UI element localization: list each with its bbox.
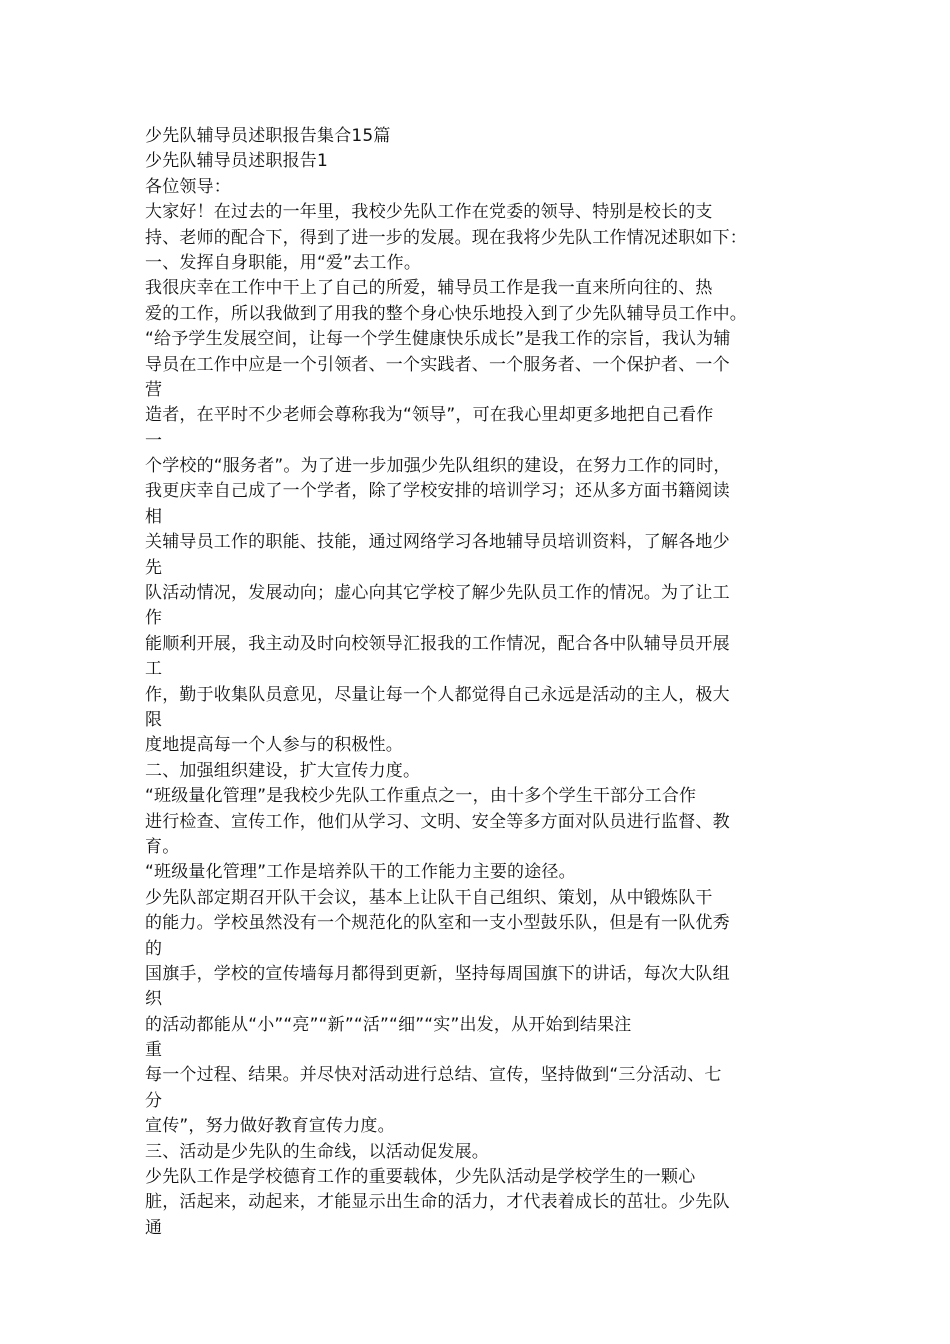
text-line: 作 <box>145 608 163 629</box>
text-line: 的能力。学校虽然没有一个规范化的队室和一支小型鼓乐队，但是有一队优秀 <box>145 913 730 934</box>
text-line: 作，勤于收集队员意见，尽量让每一个人都觉得自己永远是活动的主人，极大 <box>145 684 730 705</box>
text-line: 先 <box>145 557 163 578</box>
salutation: 各位领导： <box>145 176 231 197</box>
text-line: 度地提高每一个人参与的积极性。 <box>145 735 403 756</box>
subheading: 一、发挥自身职能，用“爱”去工作。 <box>145 252 422 273</box>
text-line: 能顺利开展，我主动及时向校领导汇报我的工作情况，配合各中队辅导员开展 <box>145 633 730 654</box>
text-line: 个学校的“服务者”。为了进一步加强少先队组织的建设，在努力工作的同时， <box>145 456 731 477</box>
text-line: “班级量化管理”工作是培养队干的工作能力主要的途径。 <box>145 862 576 883</box>
text-line: 进行检查、宣传工作，他们从学习、文明、安全等多方面对队员进行监督、教 <box>145 811 730 832</box>
text-line: 少先队部定期召开队干会议，基本上让队干自己组织、策划，从中锻炼队干 <box>145 887 713 908</box>
text-line: 宣传”，努力做好教育宣传力度。 <box>145 1116 395 1137</box>
document-body <box>145 124 815 1241</box>
text-line: 我很庆幸在工作中干上了自己的所爱，辅导员工作是我一直来所向往的、热 <box>145 278 713 299</box>
text-line: 少先队工作是学校德育工作的重要载体，少先队活动是学校学生的一颗心 <box>145 1167 696 1188</box>
text-line: 重 <box>145 1040 163 1061</box>
text-line: 织 <box>145 989 163 1010</box>
section-heading: 少先队辅导员述职报告1 <box>145 151 329 172</box>
text-line: 队活动情况，发展动向；虚心向其它学校了解少先队员工作的情况。为了让工 <box>145 583 730 604</box>
text-line: 的 <box>145 938 163 959</box>
text-line: 分 <box>145 1090 163 1111</box>
text-line: 工 <box>145 659 163 680</box>
text-line: 大家好！在过去的一年里，我校少先队工作在党委的领导、特别是校长的支 <box>145 202 713 223</box>
text-line: 持、老师的配合下，得到了进一步的发展。现在我将少先队工作情况述职如下： <box>145 227 747 248</box>
text-line: 爱的工作，所以我做到了用我的整个身心快乐地投入到了少先队辅导员工作中。 <box>145 303 747 324</box>
text-line: 通 <box>145 1217 163 1238</box>
subheading: 三、活动是少先队的生命线，以活动促发展。 <box>145 1141 489 1162</box>
text-line: “班级量化管理”是我校少先队工作重点之一，由十多个学生干部分工合作 <box>145 786 697 807</box>
text-line: 造者，在平时不少老师会尊称我为“领导”，可在我心里却更多地把自己看作 <box>145 405 714 426</box>
text-line: 导员在工作中应是一个引领者、一个实践者、一个服务者、一个保护者、一个 <box>145 354 730 375</box>
text-line: 营 <box>145 379 163 400</box>
text-line: 的活动都能从“小”“亮”“新”“活”“细”“实”出发，从开始到结果注 <box>145 1014 632 1035</box>
document-title: 少先队辅导员述职报告集合15篇 <box>145 126 391 146</box>
subheading: 二、加强组织建设，扩大宣传力度。 <box>145 760 421 781</box>
text-line: 每一个过程、结果。并尽快对活动进行总结、宣传，坚持做到“三分活动、七 <box>145 1065 722 1086</box>
text-line: 国旗手，学校的宣传墙每月都得到更新，坚持每周国旗下的讲话，每次大队组 <box>145 963 730 984</box>
text-line: 我更庆幸自己成了一个学者，除了学校安排的培训学习；还从多方面书籍阅读 <box>145 481 730 502</box>
text-line: 相 <box>145 506 163 527</box>
text-line: 育。 <box>145 836 180 857</box>
text-line: “给予学生发展空间，让每一个学生健康快乐成长”是我工作的宗旨，我认为辅 <box>145 329 731 350</box>
text-line: 限 <box>145 709 163 730</box>
text-line: 一 <box>145 430 163 451</box>
text-line: 脏，活起来，动起来，才能显示出生命的活力，才代表着成长的茁壮。少先队 <box>145 1192 730 1213</box>
text-line: 关辅导员工作的职能、技能，通过网络学习各地辅导员培训资料，了解各地少 <box>145 532 730 553</box>
